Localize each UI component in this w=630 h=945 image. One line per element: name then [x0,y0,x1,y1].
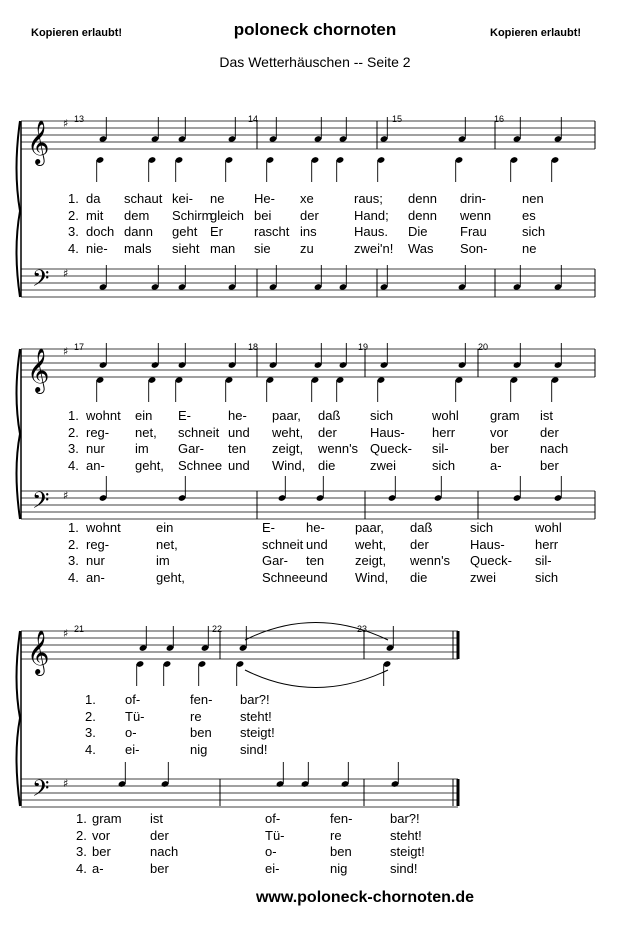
lyric-syllable: Tü- [125,708,145,724]
lyric-syllable: der [540,424,559,440]
lyric-syllable: und [306,536,328,552]
lyric-syllable: daß [410,520,433,535]
lyric-syllable: Haus- [370,424,405,440]
lyric-syllable: ben [330,844,352,859]
lyric-syllable: mals [124,240,152,256]
verse-number: 4. [68,457,79,473]
footer-url: www.poloneck-chornoten.de [255,889,475,906]
lyric-syllable: ten [228,441,247,456]
lyric-syllable: bar?! [240,692,270,707]
lyric-syllable: sil- [535,553,552,568]
verse-number: 2. [68,207,79,223]
lyric-syllable: net, [135,424,157,440]
lyric-syllable: mit [86,207,104,223]
lyric-syllable: paar, [355,520,384,535]
lyric-syllable: vor [92,827,111,843]
lyric-syllable: re [330,827,342,843]
copy-note-left: Kopieren erlaubt! [31,27,123,39]
lyric-syllable: es [522,207,536,223]
lyric-syllable: fen- [330,811,353,826]
verse-number: 3. [68,441,79,456]
lyric-syllable: a- [92,860,104,876]
lyric-syllable: dem [124,207,150,223]
tie-arc [245,670,388,688]
bar-number: 14 [248,114,259,124]
lyric-syllable: nig [330,860,348,876]
verse-number: 1. [68,408,79,423]
verse-number: 4. [68,240,79,256]
lyric-syllable: sich [370,408,394,423]
lyric-syllable: sieht [172,240,200,256]
lyric-syllable: sich [432,457,456,473]
lyric-syllable: sind! [240,741,268,757]
lyric-syllable: steht! [240,708,272,724]
lyric-syllable: fen- [190,692,213,707]
bar-number: 20 [478,342,489,352]
lyric-syllable: nur [86,553,105,568]
lyric-syllable: Tü- [265,827,285,843]
lyric-syllable: schaut [124,191,163,206]
lyric-syllable: wohl [432,408,459,423]
lyric-syllable: Gar- [178,441,204,456]
bar-number: 21 [74,624,85,634]
lyric-syllable: geht, [135,457,164,473]
lyric-syllable: Son- [460,240,488,256]
lyric-syllable: ber [540,457,559,473]
verse-number: 2. [85,708,96,724]
lyric-syllable: He- [254,191,275,206]
sharp-icon: ♯ [63,345,69,358]
lyric-syllable: wenn's [318,441,359,456]
lyric-syllable: wohnt [86,520,121,535]
lyric-syllable: im [156,553,170,568]
lyric-syllable: ei- [265,860,280,876]
lyric-syllable: zeigt, [355,553,387,568]
lyric-syllable: bei [254,207,272,223]
lyric-syllable: he- [306,520,325,535]
lyric-syllable: ber [150,860,169,876]
verse-number: 3. [85,725,96,740]
bass-clef-icon: 𝄢 [32,776,50,807]
lyric-syllable: geht [172,224,198,239]
lyric-syllable: sich [470,520,494,535]
verse-number: 1. [76,811,87,826]
lyric-syllable: denn [408,207,437,223]
verse-number: 2. [68,424,79,440]
lyric-syllable: ben [190,725,212,740]
lyric-syllable: net, [156,536,178,552]
lyric-syllable: Wind, [355,569,389,585]
lyric-syllable: xe [300,191,314,206]
lyric-syllable: ein [135,408,153,423]
lyric-syllable: zwei'n! [354,240,394,256]
lyric-syllable: Frau [460,224,487,239]
lyric-syllable: ten [306,553,325,568]
lyric-syllable: ist [150,811,163,826]
verse-number: 1. [68,191,79,206]
lyric-syllable: wohl [535,520,562,535]
lyric-syllable: raus; [354,191,383,206]
lyric-syllable: weht, [272,424,304,440]
lyric-syllable: die [318,457,336,473]
lyric-syllable: nach [150,844,179,859]
lyric-syllable: of- [265,811,281,826]
lyric-syllable: und [306,569,328,585]
lyric-syllable: zeigt, [272,441,304,456]
bass-clef-icon: 𝄢 [32,266,50,297]
lyric-syllable: sich [522,224,546,239]
lyric-syllable: steigt! [390,844,425,859]
lyric-syllable: steht! [390,827,422,843]
lyric-syllable: daß [318,408,341,423]
copy-note-right: Kopieren erlaubt! [490,27,582,39]
lyric-syllable: Haus. [354,224,388,239]
bar-number: 22 [212,624,223,634]
page-title: poloneck chornoten [233,20,397,39]
bar-number: 15 [392,114,403,124]
lyric-syllable: Was [408,240,434,256]
page-subtitle: Das Wetterhäuschen -- Seite 2 [219,54,411,70]
lyric-syllable: wohnt [86,408,121,423]
bar-number: 19 [358,342,369,352]
lyric-syllable: zwei [370,457,397,473]
lyric-syllable: der [300,207,319,223]
lyric-syllable: sich [535,569,559,585]
verse-number: 3. [76,844,87,859]
lyric-syllable: E- [178,408,191,423]
lyric-syllable: zu [300,240,314,256]
lyric-syllable: steigt! [240,725,275,740]
verse-number: 4. [76,860,87,876]
verse-number: 1. [68,520,79,535]
verse-number: 2. [76,827,87,843]
lyric-syllable: an- [86,457,105,473]
lyric-syllable: drin- [460,191,487,206]
bar-number: 13 [74,114,85,124]
lyric-syllable: Queck- [370,441,412,456]
lyric-syllable: dann [124,224,153,239]
lyric-syllable: rascht [254,224,290,239]
lyric-syllable: Die [408,224,428,239]
lyric-syllable: vor [490,424,509,440]
verse-number: 4. [68,569,79,585]
lyric-syllable: sie [254,240,271,256]
lyric-syllable: nen [522,191,544,206]
lyric-syllable: reg- [86,424,110,440]
lyric-syllable: Hand; [354,207,389,223]
lyric-syllable: ber [92,844,111,859]
lyric-syllable: Queck- [470,553,512,568]
lyric-syllable: da [86,191,101,206]
lyric-syllable: man [210,240,236,256]
lyric-syllable: sind! [390,860,418,876]
lyric-syllable: bar?! [390,811,420,826]
lyric-syllable: herr [535,536,559,552]
verse-number: 3. [68,553,79,568]
lyric-syllable: of- [125,692,141,707]
verse-number: 4. [85,741,96,757]
lyric-syllable: Schnee [178,457,223,473]
lyric-syllable: Er [210,224,223,239]
treble-clef-icon: 𝄞 [27,120,50,164]
sharp-icon: ♯ [63,627,69,640]
lyric-syllable: denn [408,191,437,206]
system-bracket [17,631,21,806]
lyric-syllable: der [150,827,169,843]
lyric-syllable: E- [262,520,275,535]
lyric-syllable: Schirm [172,207,213,223]
lyric-syllable: ne [522,240,537,256]
lyric-syllable: re [190,708,202,724]
lyric-syllable: ein [156,520,174,535]
lyric-syllable: kei- [172,191,193,206]
lyric-syllable: o- [265,844,277,859]
sharp-icon: ♯ [63,267,69,280]
lyric-syllable: schneit [262,536,304,552]
lyric-syllable: und [228,424,250,440]
lyric-syllable: nie- [86,240,108,256]
bass-clef-icon: 𝄢 [32,488,50,519]
verse-number: 1. [85,692,96,707]
sharp-icon: ♯ [63,777,69,790]
lyric-syllable: weht, [355,536,387,552]
lyric-syllable: geht, [156,569,185,585]
bar-number: 17 [74,342,85,352]
lyric-syllable: und [228,457,250,473]
lyric-syllable: a- [490,457,502,473]
lyric-syllable: Gar- [262,553,288,568]
lyric-syllable: der [410,536,429,552]
lyric-syllable: gram [92,811,122,826]
sharp-icon: ♯ [63,117,69,130]
sharp-icon: ♯ [63,489,69,502]
lyric-syllable: sil- [432,441,449,456]
lyric-syllable: zwei [470,569,497,585]
bar-number: 16 [494,114,505,124]
lyric-syllable: wenn's [410,553,451,568]
lyric-syllable: schneit [178,424,220,440]
lyric-syllable: reg- [86,536,110,552]
lyric-syllable: ne [210,191,225,206]
lyric-syllable: paar, [272,408,301,423]
lyric-syllable: die [410,569,428,585]
lyric-syllable: nig [190,741,208,757]
lyric-syllable: herr [432,424,456,440]
treble-clef-icon: 𝄞 [27,630,50,674]
bar-number: 18 [248,342,259,352]
lyric-syllable: doch [86,224,115,239]
lyric-syllable: he- [228,408,247,423]
lyric-syllable: Wind, [272,457,306,473]
verse-number: 2. [68,536,79,552]
lyric-syllable: ist [540,408,553,423]
treble-clef-icon: 𝄞 [27,348,50,392]
lyric-syllable: o- [125,725,137,740]
bar-number: 23 [357,624,368,634]
lyric-syllable: gram [490,408,520,423]
verse-number: 3. [68,224,79,239]
lyric-syllable: nach [540,441,569,456]
lyric-syllable: Haus- [470,536,505,552]
lyric-syllable: wenn [460,207,492,223]
lyric-syllable: an- [86,569,105,585]
system-bracket [17,349,21,519]
lyric-syllable: gleich [210,207,244,223]
lyric-syllable: ber [490,441,509,456]
lyric-syllable: im [135,441,149,456]
lyric-syllable: Schnee [262,569,307,585]
lyric-syllable: ins [300,224,317,239]
system-bracket [17,121,21,297]
lyric-syllable: nur [86,441,105,456]
lyric-syllable: ei- [125,741,140,757]
lyric-syllable: der [318,424,337,440]
